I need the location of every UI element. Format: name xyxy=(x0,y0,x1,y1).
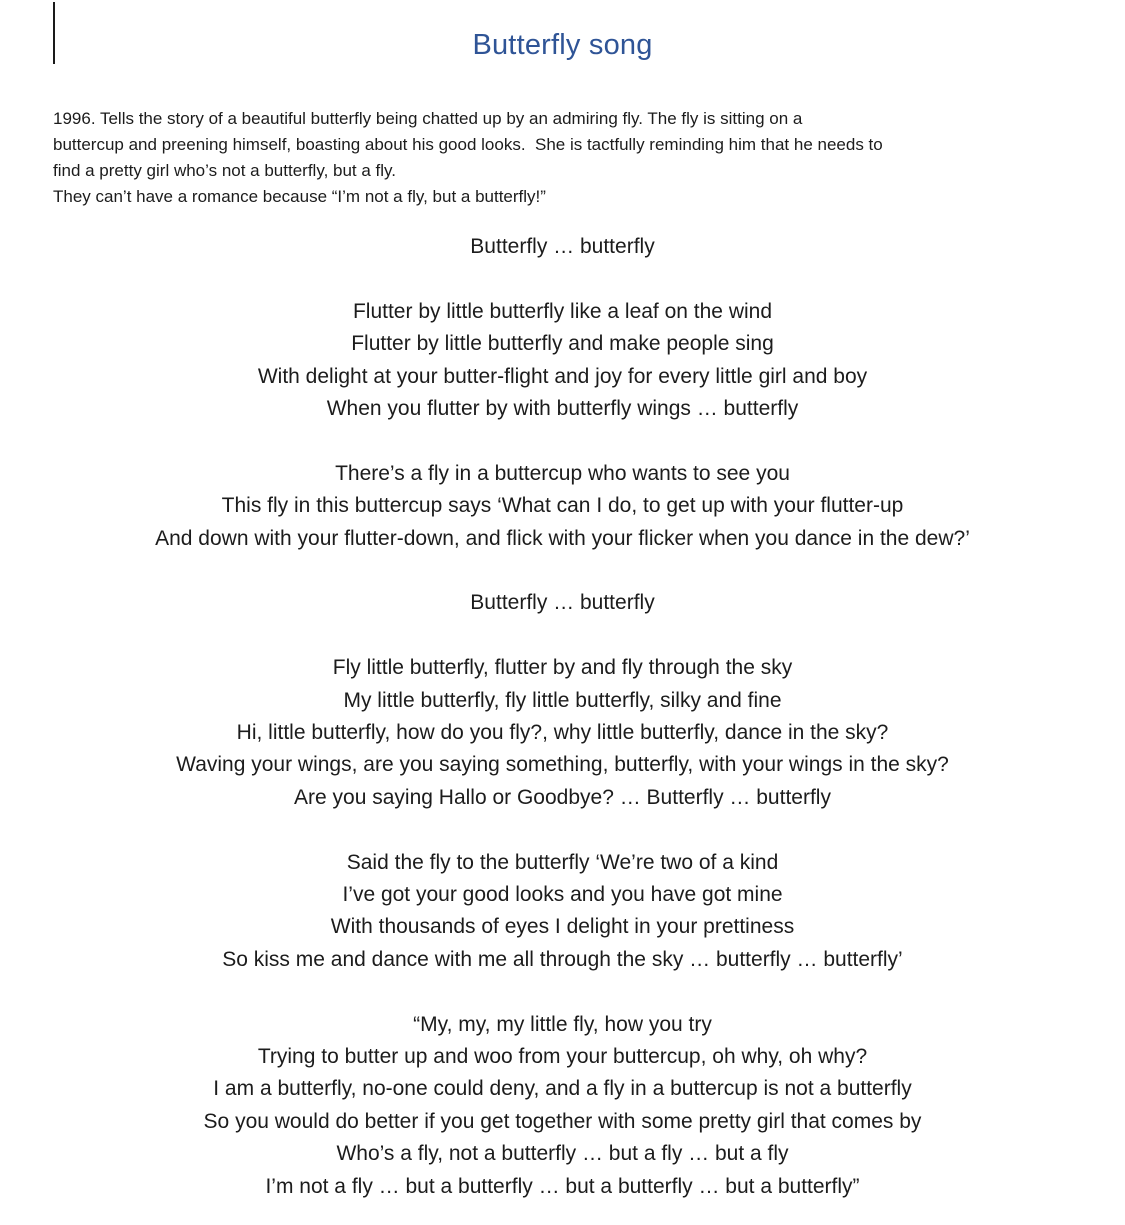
text-line: They can’t have a romance because “I’m not a fly, but a butterfly!” xyxy=(53,187,546,206)
text-line: Are you saying Hallo or Goodbye? … Butterfly … butterfly xyxy=(294,785,831,809)
text-line: buttercup and preening himself, boasting about his good looks. She is tactfully reminding him that he needs to xyxy=(53,135,883,154)
text-line: Hi, little butterfly, how do you fly?, why little butterfly, dance in the sky? xyxy=(236,721,889,745)
text-line: So kiss me and dance with me all through the sky … butterfly … butterfly’ xyxy=(222,947,903,971)
stanza-chorus-2 xyxy=(0,587,1125,619)
stanza-verse-4 xyxy=(0,847,1125,977)
text-cursor xyxy=(53,2,55,64)
text-line: Flutter by little butterfly and make people sing xyxy=(351,332,774,356)
text-line: When you flutter by with butterfly wings … butterfly xyxy=(326,397,799,421)
stanza-verse-3 xyxy=(0,652,1125,814)
stanza-chorus-1 xyxy=(0,231,1125,263)
text-line: There’s a fly in a buttercup who wants to see you xyxy=(335,461,790,485)
stanza-verse-2 xyxy=(0,458,1125,555)
text-line: This fly in this buttercup says ‘What can I do, to get up with your flutter-up xyxy=(221,494,904,518)
page-title: Butterfly song xyxy=(472,29,653,61)
text-line: Fly little butterfly, flutter by and fly through the sky xyxy=(332,656,793,680)
text-line: Butterfly … butterfly xyxy=(470,235,655,258)
text-line: 1996. Tells the story of a beautiful butterfly being chatted up by an admiring fly. The fly is sitting on a xyxy=(53,109,803,128)
text-line: Who’s a fly, not a butterfly … but a fly … but a fly xyxy=(336,1142,789,1166)
text-line: Said the fly to the butterfly ‘We’re two of a kind xyxy=(346,850,779,874)
stanza-verse-5 xyxy=(0,1009,1125,1203)
text-line: I’ve got your good looks and you have got mine xyxy=(342,883,783,907)
lyrics-body xyxy=(0,231,1125,1203)
text-line: Butterfly … butterfly xyxy=(470,591,655,615)
text-line: Trying to butter up and woo from your buttercup, oh why, oh why? xyxy=(257,1045,868,1069)
text-line: Flutter by little butterfly like a leaf on the wind xyxy=(352,299,773,323)
text-line: So you would do better if you get together with some pretty girl that comes by xyxy=(203,1109,922,1133)
text-line: Waving your wings, are you saying something, butterfly, with your wings in the sky? xyxy=(176,753,949,777)
text-line: My little butterfly, fly little butterfly, silky and fine xyxy=(343,688,782,712)
text-line: I’m not a fly … but a butterfly … but a butterfly … but a butterfly” xyxy=(265,1174,860,1198)
text-line: With delight at your butter-flight and joy for every little girl and boy xyxy=(257,364,868,388)
text-line: “My, my, my little fly, how you try xyxy=(413,1012,712,1036)
intro-paragraph xyxy=(53,106,1125,210)
stanza-verse-1 xyxy=(0,296,1125,426)
text-line: With thousands of eyes I delight in your prettiness xyxy=(330,915,795,939)
text-line: find a pretty girl who’s not a butterfly, but a fly. xyxy=(53,161,397,180)
text-line: I am a butterfly, no-one could deny, and a fly in a buttercup is not a butterfly xyxy=(213,1077,912,1101)
text-line: And down with your flutter-down, and flick with your flicker when you dance in the dew?’ xyxy=(155,526,970,550)
